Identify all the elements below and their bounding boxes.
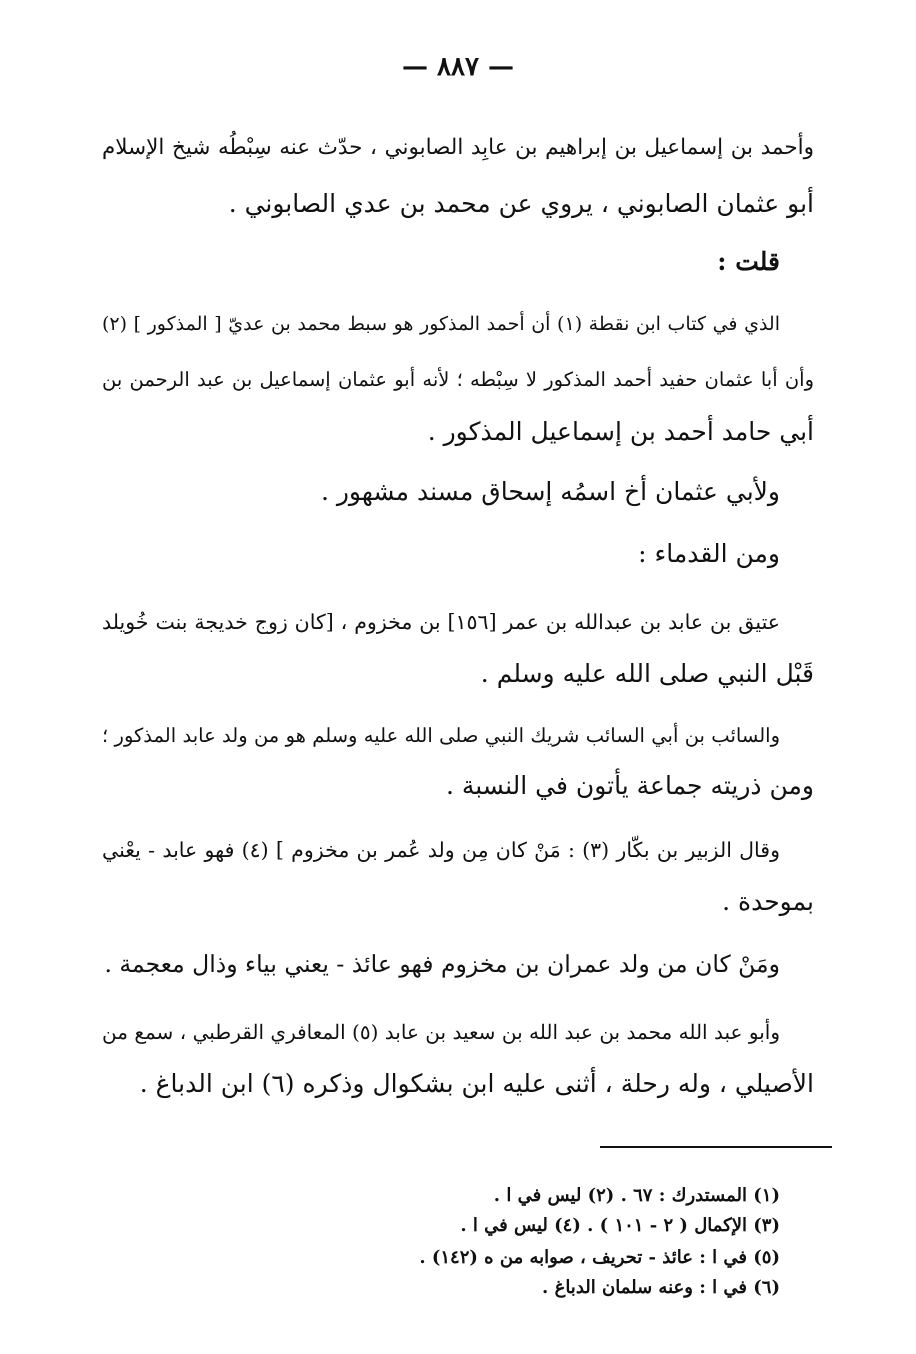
body-line: ومَنْ كان من ولد عمران بن مخزوم فهو عائذ - يعني بياء وذال معجمة .	[104, 950, 780, 978]
body-line: ومن ذريته جماعة يأتون في النسبة .	[445, 771, 814, 800]
body-line: أبي حامد أحمد بن إسماعيل المذكور .	[427, 417, 814, 446]
page-number: — ٨٨٧ —	[401, 52, 515, 82]
body-line: وقال الزبير بن بكّار (٣) : مَنْ كان مِن ولد عُمر بن مخزوم ] (٤) فهو عابد - يعْني	[102, 838, 780, 862]
body-line: بموحدة .	[722, 887, 814, 916]
body-line: الأصيلي ، وله رحلة ، أثنى عليه ابن بشكوال وذكره (٦) ابن الدباغ .	[139, 1069, 814, 1098]
section-heading: قلت :	[717, 247, 780, 276]
footnote-divider	[600, 1146, 832, 1148]
body-line: عتيق بن عابد بن عبدالله بن عمر [١٥٦] بن مخزوم ، [كان زوج خديجة بنت خُويلد	[102, 610, 780, 634]
footnote-line: (٦) في ا : وعنه سلمان الدباغ .	[542, 1277, 780, 1298]
body-line: وأبو عبد الله محمد بن عبد الله بن سعيد بن عابد (٥) المعافري القرطبي ، سمع من	[102, 1020, 781, 1044]
body-line: أبو عثمان الصابوني ، يروي عن محمد بن عدي الصابوني .	[228, 189, 814, 218]
body-line: وأحمد بن إسماعيل بن إبراهيم بن عابِد الصابوني ، حدّث عنه سِبْطُه شيخ الإسلام	[102, 135, 814, 160]
footnote-line: (٣) الإكمال ( ٢ - ١٠١ ) . (٤) ليس في ا .	[460, 1215, 780, 1236]
body-line: الذي في كتاب ابن نقطة (١) أن أحمد المذكور هو سبط محمد بن عديّ [ المذكور ] (٢)	[102, 313, 780, 335]
body-line: والسائب بن أبي السائب شريك النبي صلى الله عليه وسلم هو من ولد عابد المذكور ؛	[102, 724, 780, 747]
body-line: ولأبي عثمان أخ اسمُه إسحاق مسند مشهور .	[320, 477, 780, 506]
footnote-line: (٥) في ا : عائذ - تحريف ، صوابه من ه (١٤٢) .	[419, 1247, 780, 1268]
footnote-line: (١) المستدرك : ٦٧ . (٢) ليس في ا .	[493, 1185, 780, 1206]
body-line: وأن أبا عثمان حفيد أحمد المذكور لا سِبْطه ؛ لأنه أبو عثمان إسماعيل بن عبد الرحمن بن	[102, 368, 814, 391]
body-line: قَبْل النبي صلى الله عليه وسلم .	[480, 659, 814, 688]
section-heading: ومن القدماء :	[638, 539, 780, 568]
